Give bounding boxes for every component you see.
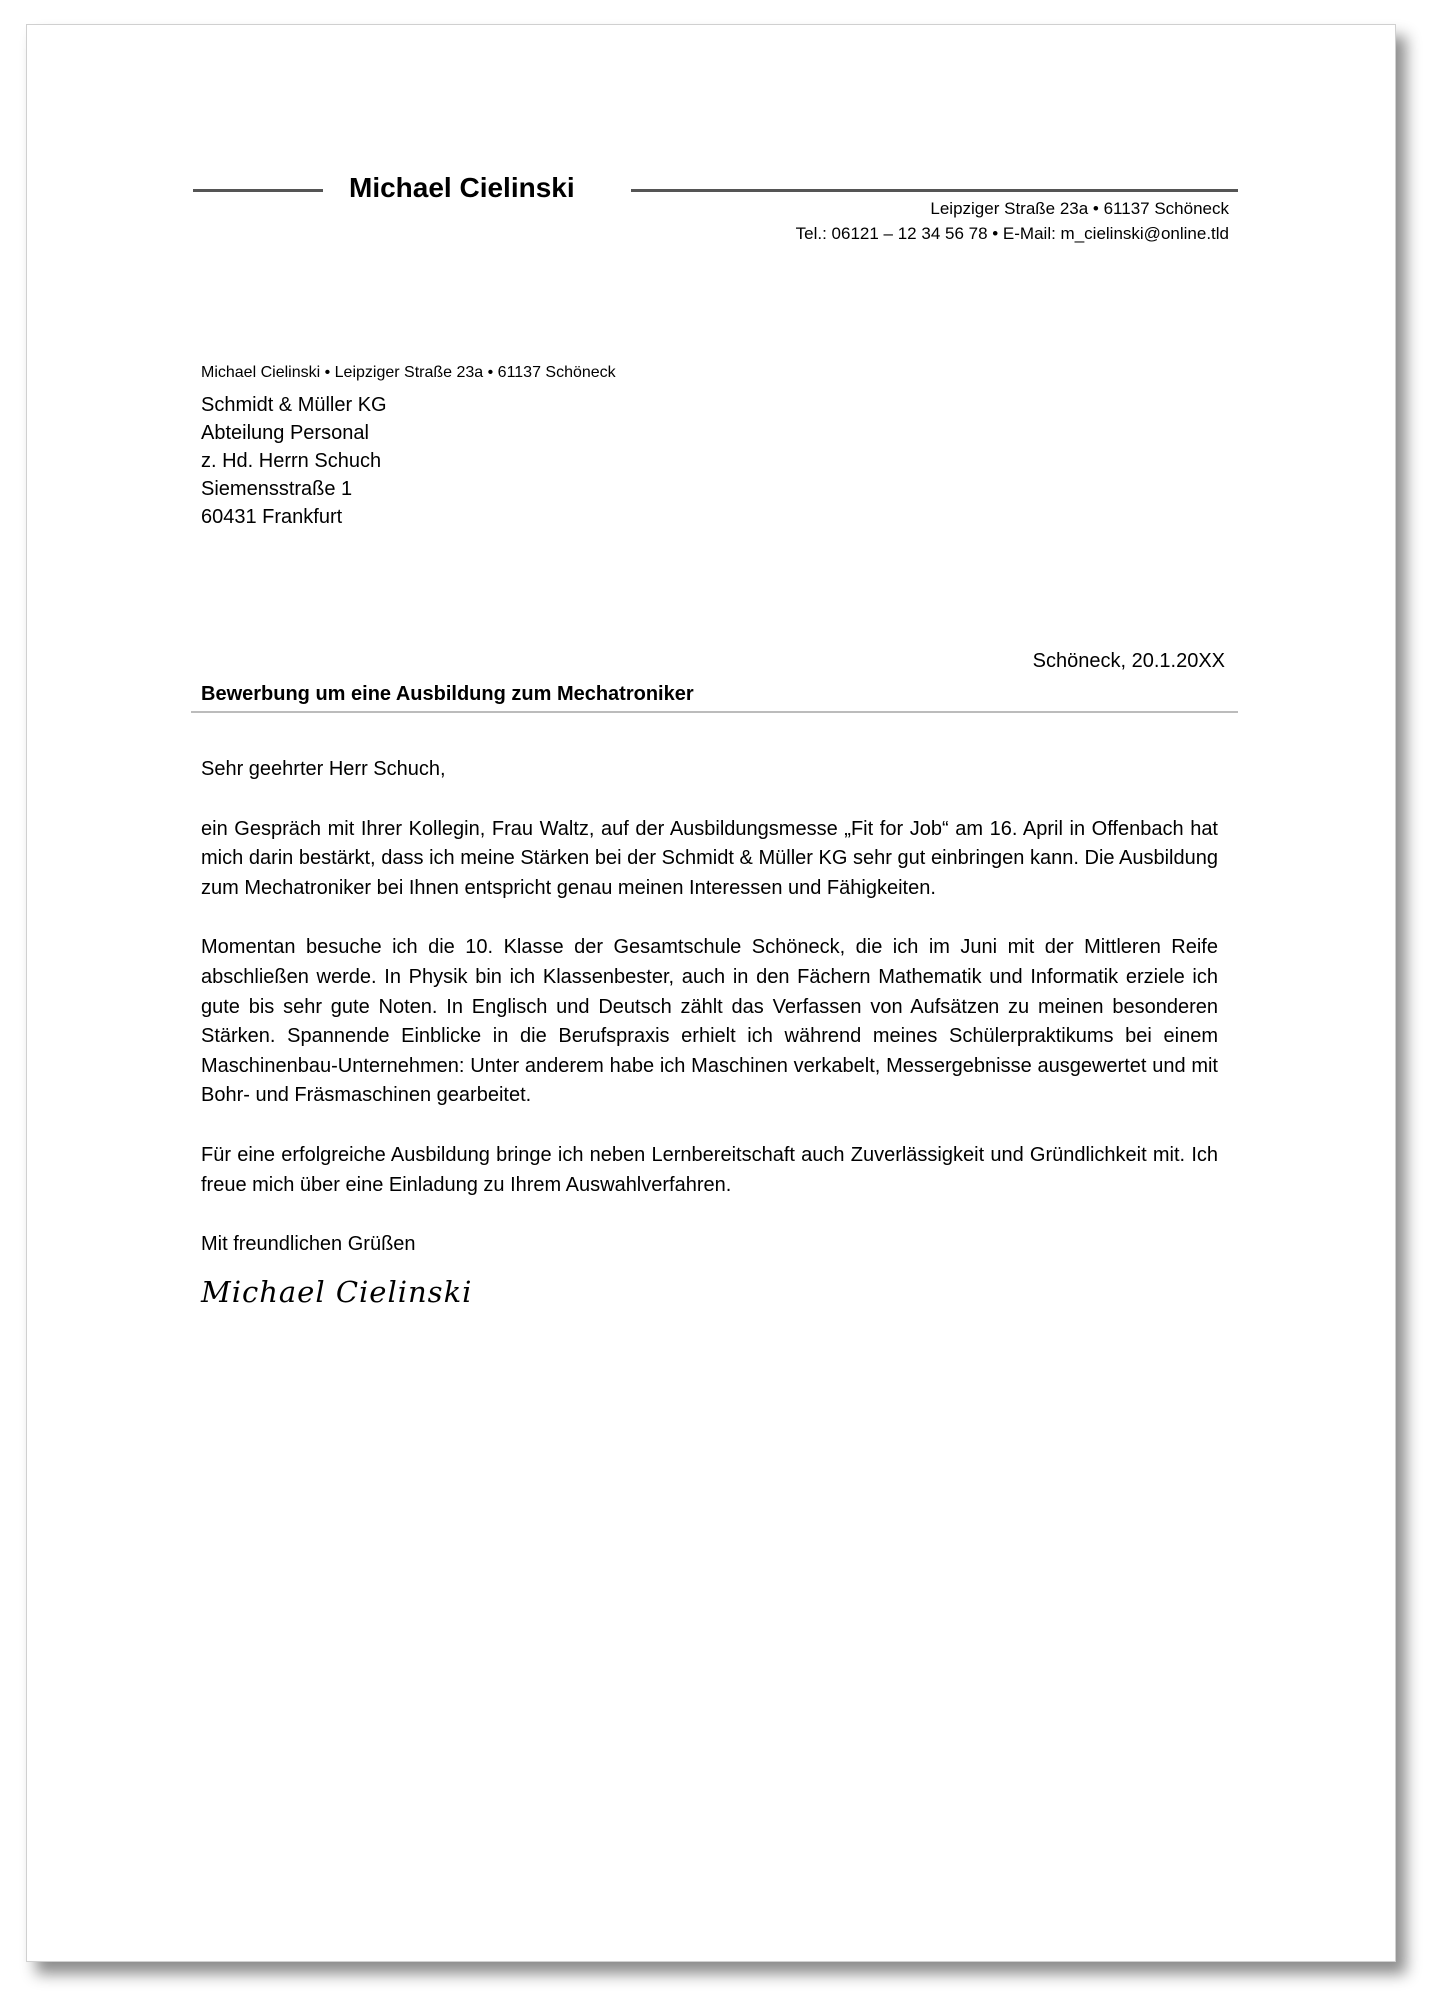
recipient-city: 60431 Frankfurt [201, 506, 343, 528]
paragraph-education: Momentan besuche ich die 10. Klasse der Gesamtschule Schöneck, die ich im Juni mit der Mittleren Reife abschließen werde. In Physik bin ich Klassenbester, auch in den Fächern Mathematik und Informatik erziele ich gute bis sehr gute Noten. In Englisch und Deutsch zählt das Verfassen von Aufsätzen zu meinen besonderen Stärken. Spannende Einblicke in die Berufspraxis erhielt ich während meines Schülerpraktikums bei einem Maschinenbau-Unternehmen: Unter anderem habe ich Maschinen verkabelt, Messergebnisse ausgewertet und mit Bohr- und Fräsmaschinen gearbeitet. [201, 936, 1218, 1107]
header-rule-left [193, 189, 323, 192]
recipient-department: Abteilung Personal [201, 422, 369, 444]
header-rule-right [631, 189, 1238, 192]
letter-subject: Bewerbung um eine Ausbildung zum Mechatroniker [201, 683, 694, 705]
subject-divider [191, 711, 1238, 713]
header-name: Michael Cielinski [349, 172, 575, 203]
header-contact: Tel.: 06121 – 12 34 56 78 • E-Mail: m_cielinski@online.tld [795, 224, 1229, 243]
closing-greeting: Mit freundlichen Grüßen [201, 1233, 416, 1256]
recipient-street: Siemensstraße 1 [201, 478, 353, 500]
paragraph-intro: ein Gespräch mit Ihrer Kollegin, Frau Waltz, auf der Ausbildungsmesse „Fit for Job“ am 16. April in Offenbach hat mich darin bestärkt, dass ich meine Stärken bei der Schmidt & Müller KG sehr gut einbringen kann. Die Ausbildung zum Mechatroniker bei Ihnen entspricht genau meinen Interessen und Fähigkeiten. [201, 817, 1218, 899]
recipient-address-block [201, 391, 387, 531]
header-address: Leipziger Straße 23a • 61137 Schöneck [930, 199, 1229, 218]
handwritten-signature: Michael Cielinski [201, 1274, 473, 1309]
letter-body [201, 755, 1218, 1310]
recipient-company: Schmidt & Müller KG [201, 394, 387, 416]
paragraph-closing-statement: Für eine erfolgreiche Ausbildung bringe ich neben Lernbereitschaft auch Zuverlässigkeit und Gründlichkeit mit. Ich freue mich über eine Einladung zu Ihrem Auswahlverfahren. [201, 1143, 1218, 1196]
letter-page [26, 24, 1396, 1962]
sender-return-line: Michael Cielinski • Leipziger Straße 23a • 61137 Schöneck [201, 364, 616, 381]
recipient-attention: z. Hd. Herrn Schuch [201, 450, 382, 472]
salutation: Sehr geehrter Herr Schuch, [201, 758, 446, 780]
letter-date: Schöneck, 20.1.20XX [1032, 650, 1225, 672]
